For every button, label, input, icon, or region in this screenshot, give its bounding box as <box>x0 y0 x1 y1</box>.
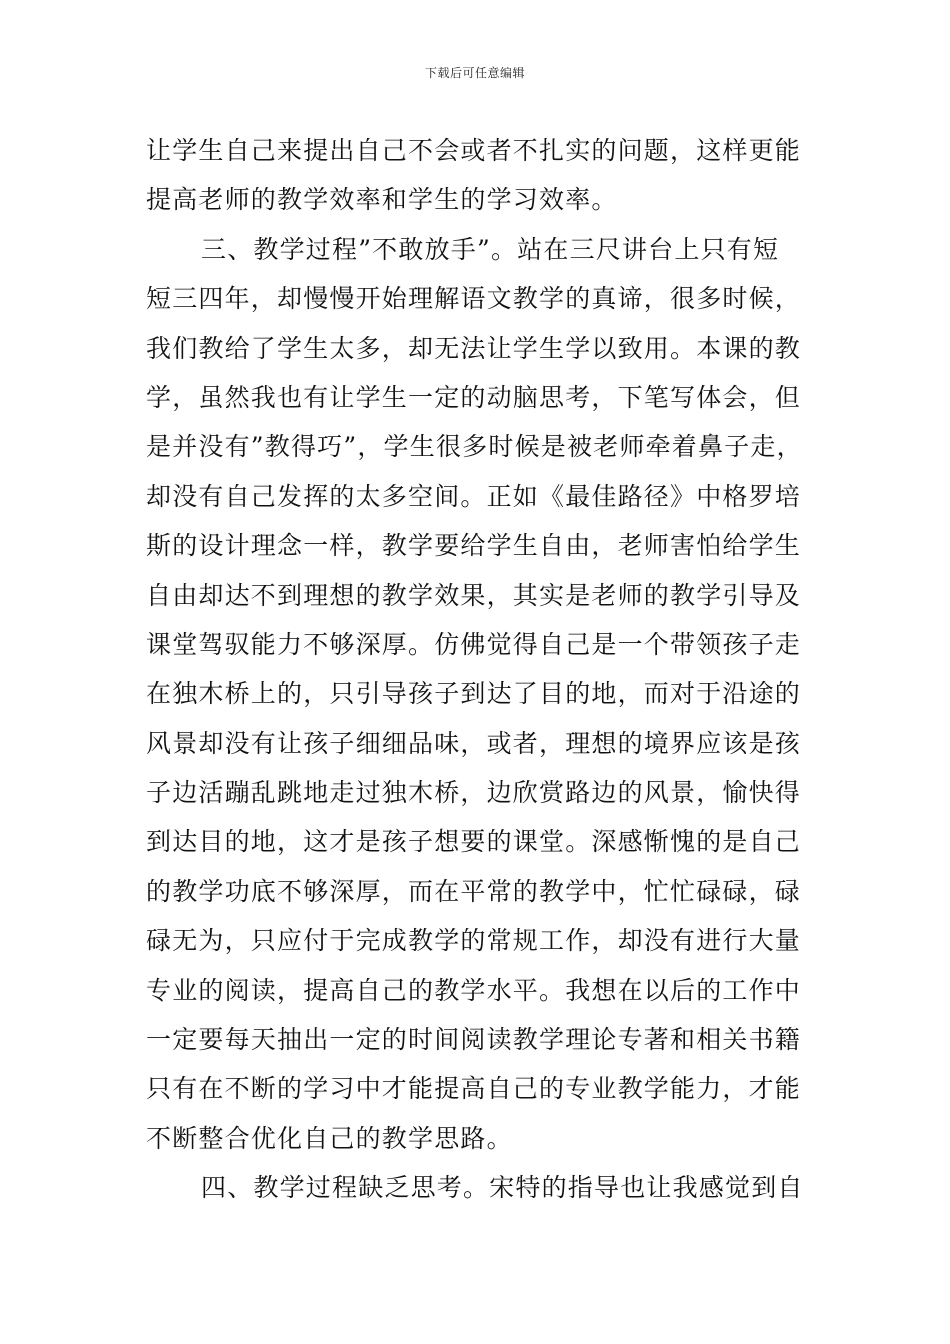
text-line: 只有在不断的学习中才能提高自己的专业教学能力，才能 <box>146 1074 802 1104</box>
text-line: 自由却达不到理想的教学效果，其实是老师的教学引导及 <box>146 580 802 610</box>
text-line: 却没有自己发挥的太多空间。正如《最佳路径》中格罗培 <box>146 481 802 511</box>
text-line: 不断整合优化自己的教学思路。 <box>146 1123 513 1153</box>
text-line: 专业的阅读，提高自己的教学水平。我想在以后的工作中 <box>146 975 802 1005</box>
page-header: 下载后可任意编辑 <box>424 66 525 80</box>
text-line: 到达目的地，这才是孩子想要的课堂。深感惭愧的是自己 <box>146 827 802 857</box>
text-line: 一定要每天抽出一定的时间阅读教学理论专著和相关书籍 <box>146 1025 802 1055</box>
text-line: 的教学功底不够深厚，而在平常的教学中，忙忙碌碌，碌 <box>146 876 802 906</box>
text-line: 短三四年，却慢慢开始理解语文教学的真谛，很多时候， <box>146 284 802 314</box>
text-line: 课堂驾驭能力不够深厚。仿佛觉得自己是一个带领孩子走 <box>146 629 802 659</box>
text-line: 在独木桥上的，只引导孩子到达了目的地，而对于沿途的 <box>146 679 802 709</box>
text-line: 碌无为，只应付于完成教学的常规工作，却没有进行大量 <box>146 926 802 956</box>
text-line: 提高老师的教学效率和学生的学习效率。 <box>146 185 618 215</box>
paragraph-start-line: 三、教学过程”不敢放手”。站在三尺讲台上只有短 <box>201 234 780 264</box>
paragraph-start-line: 四、教学过程缺乏思考。宋特的指导也让我感觉到自 <box>201 1173 804 1203</box>
text-line: 我们教给了学生太多，却无法让学生学以致用。本课的教 <box>146 333 802 363</box>
text-line: 让学生自己来提出自己不会或者不扎实的问题，这样更能 <box>146 136 802 165</box>
text-line: 学，虽然我也有让学生一定的动脑思考，下笔写体会，但 <box>146 382 802 412</box>
text-line: 子边活蹦乱跳地走过独木桥，边欣赏路边的风景，愉快得 <box>146 778 802 808</box>
text-line: 风景却没有让孩子细细品味，或者，理想的境界应该是孩 <box>146 728 802 758</box>
text-line: 是并没有”教得巧”，学生很多时候是被老师牵着鼻子走， <box>146 432 803 462</box>
document-body <box>146 126 826 1213</box>
text-line: 斯的设计理念一样，教学要给学生自由，老师害怕给学生 <box>146 531 802 561</box>
